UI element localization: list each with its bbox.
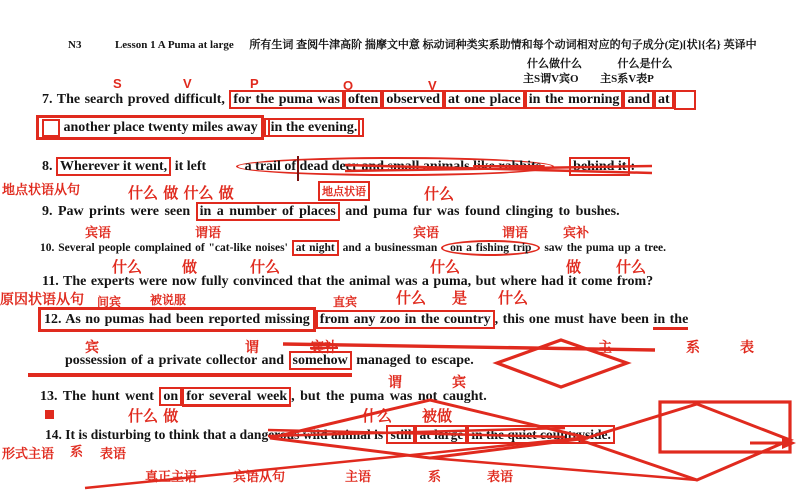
struck-phrase: to think that a xyxy=(154,427,237,442)
ann-what: 什么 xyxy=(250,258,281,276)
diamond-circled-phrase: to escape. xyxy=(415,353,474,368)
ann-predicative: 表语 xyxy=(100,447,127,462)
word-box: for the puma was xyxy=(229,90,344,109)
ann-object-clause: 宾语从句 xyxy=(233,470,286,485)
ann-indirect-object: 间宾 xyxy=(97,295,122,309)
ann-predicate: 谓 xyxy=(388,375,402,391)
empty-red-box xyxy=(42,119,60,137)
word-box: at night xyxy=(292,240,339,256)
sentence-9[interactable] xyxy=(42,204,620,220)
header-line xyxy=(68,36,757,52)
pattern-do: 主S谓V宾O xyxy=(523,73,579,85)
ann-what: 什么 xyxy=(498,289,529,307)
word-box: at one place xyxy=(444,90,525,109)
word-box: somehow xyxy=(289,351,352,370)
sentence-7-line-1[interactable] xyxy=(42,90,696,110)
ann-object: 宾 xyxy=(85,340,99,356)
ann-object-complement: 宾补 xyxy=(310,340,338,356)
circled-phrase xyxy=(236,157,554,176)
word-box: on xyxy=(159,387,182,406)
empty-red-box xyxy=(674,90,696,110)
sentence-text: saw the puma up a tree. xyxy=(544,242,667,254)
struck-text: like rabbits. xyxy=(473,159,545,174)
item-number: 8. xyxy=(42,159,53,174)
sentence-text: managed xyxy=(356,353,411,368)
word-box: in the morning xyxy=(525,90,624,109)
ann-predicative: 表语 xyxy=(487,470,514,485)
ann-predicate: 谓语 xyxy=(195,226,222,241)
ann-reason-clause: 原因状语从句 xyxy=(0,292,84,308)
word-box: behind it xyxy=(569,157,630,176)
underlined-phrase: in the xyxy=(653,312,688,330)
item-number: 14. xyxy=(45,427,62,442)
task-note: 所有生词 查阅牛津高阶 揣摩文中意 标动词种类实系助情和每个动词相对应的句子成分(定)[状]{名} 英译中 xyxy=(249,39,757,51)
ann-what: 什么 xyxy=(112,258,143,276)
formula-do: 什么做什么 xyxy=(527,58,582,70)
grammar-mark-v2: V xyxy=(428,78,437,93)
sentence-text: and puma fur was found clinging to bushes. xyxy=(345,204,620,219)
sentence-text: and a businessman xyxy=(342,242,438,254)
ann-predicative: 表 xyxy=(740,340,754,356)
word-box: in the quiet countryside. xyxy=(467,425,615,444)
arrow-head xyxy=(782,437,796,449)
ann-what-do: 什么 做 xyxy=(128,407,179,425)
item-number: 7. xyxy=(42,92,53,108)
grammar-mark-s: S xyxy=(113,76,122,91)
word-box: in a number of places xyxy=(196,202,340,221)
ann-object: 宾语 xyxy=(413,226,440,241)
sentence-12-line-2[interactable] xyxy=(65,353,474,369)
ann-location-adverbial: 地点状语 xyxy=(318,181,370,201)
word-box xyxy=(264,118,365,137)
formula-row-2 xyxy=(523,70,654,86)
sentence-12-line-1[interactable] xyxy=(38,312,688,328)
sentence-7-line-2[interactable] xyxy=(36,119,364,137)
ann-object-complement: 宾补 xyxy=(563,226,590,241)
sentence-text: Several people complained of "cat-like noises' xyxy=(58,242,288,254)
item-number: 13. xyxy=(40,389,58,404)
ann-linking-verb: 系 xyxy=(70,445,84,460)
sentence-13[interactable] xyxy=(40,389,487,405)
ann-linking-verb: 系 xyxy=(428,470,442,485)
formula-row-1 xyxy=(527,55,673,71)
ann-what: 什么 xyxy=(430,258,461,276)
ann-linking-verb: 系 xyxy=(686,340,700,356)
sentence-11[interactable] xyxy=(42,274,653,290)
ann-formal-subject: 形式主语 xyxy=(2,447,55,462)
grammar-mark-o: O xyxy=(343,78,354,93)
word-box: at large xyxy=(415,425,467,444)
word-box: Wherever it went, xyxy=(56,157,171,176)
ann-be-convinced: 被说服 xyxy=(150,293,187,307)
ann-real-subject: 真正主语 xyxy=(145,470,198,485)
word-box: at xyxy=(654,90,674,109)
word-box-thick: 12. As no pumas had been reported missing xyxy=(38,307,316,332)
sentence-text: it left xyxy=(174,159,207,174)
grammar-mark-v1: V xyxy=(183,76,192,91)
ann-direct-object: 直宾 xyxy=(333,295,358,309)
ann-subject: 主 xyxy=(598,340,612,356)
formula-be: 什么是什么 xyxy=(617,58,673,70)
ann-location-clause: 地点状语从句 xyxy=(2,183,81,198)
word-box-inner: in the evening. xyxy=(268,118,361,137)
ann-object: 宾 xyxy=(452,375,466,391)
ann-predicate: 谓 xyxy=(245,340,259,356)
ann-what: 什么 xyxy=(424,185,455,203)
doc-code: N3 xyxy=(68,39,82,51)
word-box-thick xyxy=(36,115,264,140)
ann-what: 什么 xyxy=(616,258,647,276)
sentence-text: It is disturbing xyxy=(65,427,151,442)
ann-object: 宾语 xyxy=(85,226,112,241)
ann-be-done: 被做 xyxy=(422,407,453,425)
pattern-be: 主S系V表P xyxy=(600,73,654,85)
sentence-text: Paw prints were seen xyxy=(58,204,191,219)
ann-what-do: 什么 做 什么 做 xyxy=(128,184,234,202)
circled-phrase: on a fishing trip xyxy=(441,240,540,256)
sentence-text: The hunt went xyxy=(62,389,154,404)
item-number: 11. xyxy=(42,274,59,289)
ann-do: 做 xyxy=(566,258,582,276)
sentence-text: , this one must have been xyxy=(494,312,649,327)
sentence-text: The search proved difficult, xyxy=(56,92,225,108)
word-box: and xyxy=(623,90,654,109)
word-box: still xyxy=(386,425,415,444)
lesson-title: Lesson 1 A Puma at large xyxy=(114,39,234,51)
ann-predicate: 谓语 xyxy=(502,226,529,241)
word-box: from any zoo in the country xyxy=(316,310,495,329)
sentence-text: a trail of dead deer and small animals xyxy=(244,159,470,174)
grammar-mark-p: P xyxy=(250,76,259,91)
red-square-bullet xyxy=(45,410,54,419)
sentence-text: : xyxy=(630,159,636,174)
item-number: 10. xyxy=(40,242,55,254)
item-number: 9. xyxy=(42,204,53,219)
sentence-text: another place twenty miles away xyxy=(63,120,258,136)
ann-subject: 主语 xyxy=(345,470,372,485)
ann-what: 什么 xyxy=(362,407,393,425)
sentence-text: dangerous wild animal is xyxy=(239,427,384,442)
sentence-8[interactable] xyxy=(42,159,635,175)
word-box: observed xyxy=(382,90,444,109)
word-box: for several week xyxy=(182,387,291,407)
word-box: often xyxy=(344,90,382,109)
diagonal-line xyxy=(430,458,697,480)
sentence-text: possession of a private collector and xyxy=(65,353,285,368)
sentence-14[interactable] xyxy=(45,427,615,443)
ann-what: 什么 xyxy=(396,289,427,307)
ann-is: 是 xyxy=(452,289,468,307)
sentence-text: The experts were now fully convinced that the animal was a puma, but where had it come from? xyxy=(62,274,654,289)
sentence-10[interactable] xyxy=(40,242,666,254)
empty-red-box xyxy=(660,402,790,452)
ann-do: 做 xyxy=(182,258,198,276)
sentence-text: , but the puma was not caught. xyxy=(291,389,487,404)
